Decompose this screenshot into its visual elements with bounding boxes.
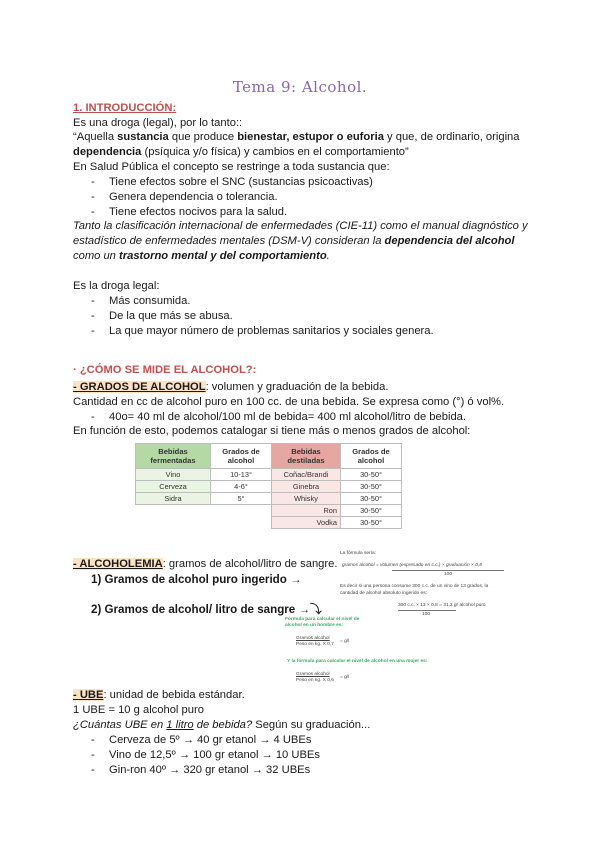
male-formula-result: = g/l — [340, 639, 350, 644]
list-item: - Vino de 12,5º → 100 gr etanol → 10 UBEs — [91, 749, 320, 761]
ube-question: ¿Cuántas UBE en 1 litro de bebida? Según su graduación... — [73, 719, 371, 731]
table-cell: Whisky — [272, 493, 341, 505]
example-line-1: Es decir si una persona consume 300 c.c. de un vino de 13 grados, la — [340, 584, 489, 589]
list-item: - Tiene efectos nocivos para la salud. — [91, 206, 288, 218]
male-formula-numerator: Gramos alcohol — [296, 636, 330, 641]
table-row — [136, 505, 402, 517]
table-cell: Ginebra — [272, 481, 341, 493]
list-item: - Más consumida. — [91, 295, 191, 307]
alcoholemia-line: - ALCOHOLEMIA: gramos de alcohol/litro de sangre. — [73, 558, 338, 570]
example-fraction-bar — [398, 610, 456, 611]
table-cell: Cerveza — [136, 481, 211, 493]
example-line-2: cantidad de alcohol absoluto ingerido es: — [340, 591, 427, 596]
table-header: Bebidas fermentadas — [136, 444, 211, 469]
table-header: Bebidas destiladas — [272, 444, 341, 469]
ube-definition: 1 UBE = 10 g alcohol puro — [73, 704, 204, 716]
female-formula-denominator: Peso en kg. X 0,6 — [296, 678, 334, 683]
list-item: - 40o= 40 ml de alcohol/100 ml de bebida= 400 ml alcohol/litro de bebida. — [91, 411, 467, 423]
list-item: - La que mayor número de problemas sanitarios y sociales genera. — [91, 325, 434, 337]
cie-line-2: estadístico de enfermedades mentales (DSM-V) consideran la dependencia del alcohol — [73, 235, 515, 247]
table-cell: Vodka — [272, 517, 341, 529]
cie-line-1: Tanto la clasificación internacional de enfermedades (CIE-11) como el manual diagnóstico y — [73, 220, 528, 232]
table-row — [136, 493, 402, 505]
table-header: Grados de alcohol — [211, 444, 272, 469]
table-cell: 30-50° — [341, 469, 402, 481]
cie-line-3: como un trastorno mental y del comportamiento. — [73, 250, 330, 262]
list-item: - Tiene efectos sobre el SNC (sustancias psicoactivas) — [91, 176, 373, 188]
female-formula-numerator: Gramos alcohol — [296, 672, 330, 677]
table-cell: 30-50° — [341, 505, 402, 517]
male-formula-label: Fórmula para calcular el nivel de alcohol en un hombre es: — [285, 617, 360, 628]
table-cell: 30-50° — [341, 481, 402, 493]
intro-heading: 1. INTRODUCCIÓN: — [73, 102, 177, 114]
table-cell: 30-50° — [341, 517, 402, 529]
table-cell: Coñac/Brandi — [272, 469, 341, 481]
table-cell — [136, 517, 211, 529]
table-cell: Vino — [136, 469, 211, 481]
table-cell: 10-13° — [211, 469, 272, 481]
alcoholemia-item-2: 2) Gramos de alcohol/ litro de sangre →⤵ — [91, 603, 322, 616]
table-cell: 4-6° — [211, 481, 272, 493]
list-item: - Genera dependencia o tolerancia. — [91, 191, 278, 203]
table-row — [136, 517, 402, 529]
table-header: Grados de alcohol — [341, 444, 402, 469]
grados-line: - GRADOS DE ALCOHOL: volumen y graduación de la bebida. — [73, 381, 389, 393]
alcoholemia-item-1: 1) Gramos de alcohol puro ingerido → — [91, 573, 302, 586]
table-row — [136, 469, 402, 481]
list-item: - Cerveza de 5º → 40 gr etanol → 4 UBEs — [91, 734, 312, 746]
table-cell: 5° — [211, 493, 272, 505]
example-denominator: 100 — [422, 612, 431, 617]
table-cell — [211, 505, 272, 517]
formula-denominator: 100 — [444, 572, 453, 577]
female-formula-result: = g/l — [340, 675, 350, 680]
quote-line-2: dependencia (psíquica y/o física) y cambios en el comportamiento” — [73, 146, 409, 158]
table-cell: Ron — [272, 505, 341, 517]
list-item: - De la que más se abusa. — [91, 310, 233, 322]
table-cell: 30-50° — [341, 493, 402, 505]
intro-line: Es una droga (legal), por lo tanto:: — [73, 117, 243, 129]
formula-note: La fórmula sería: — [340, 551, 376, 556]
cc-line: Cantidad en cc de alcohol puro en 100 cc. de una bebida. Se expresa como (°) ó vol%. — [73, 396, 505, 408]
measure-heading: · ¿CÓMO SE MIDE EL ALCOHOL?: — [73, 364, 257, 376]
formula-text: gramos alcohol = volumen (expresado en c.c.) × graduación × 0,8 — [342, 563, 482, 568]
list-item: - Gin-ron 40º → 320 gr etanol → 32 UBEs — [91, 764, 311, 776]
formula-fraction-bar — [392, 570, 504, 571]
public-health-line: En Salud Pública el concepto se restringe a toda sustancia que: — [73, 161, 390, 173]
alcohol-grades-table — [135, 443, 402, 529]
ube-line: - UBE: unidad de bebida estándar. — [73, 689, 245, 701]
example-calc: 300 c.c. × 13 × 0,8 = 31,2 gr alcohol puro — [398, 603, 486, 608]
female-formula-label: Y la fórmula para calcular el nivel de alcohol en una mujer es: — [287, 659, 428, 664]
table-cell: Sidra — [136, 493, 211, 505]
function-line: En función de esto, podemos catalogar si tiene más o menos grados de alcohol: — [73, 425, 471, 437]
male-formula-denominator: Peso en kg. X 0,7 — [296, 642, 334, 647]
page-title: Tema 9: Alcohol. — [232, 78, 368, 96]
table-cell — [136, 505, 211, 517]
quote-line-1: “Aquella sustancia que produce bienestar, estupor o euforia y que, de ordinario, origina — [73, 131, 520, 143]
table-cell — [211, 517, 272, 529]
legal-drug-line: Es la droga legal: — [73, 280, 160, 292]
table-row — [136, 481, 402, 493]
